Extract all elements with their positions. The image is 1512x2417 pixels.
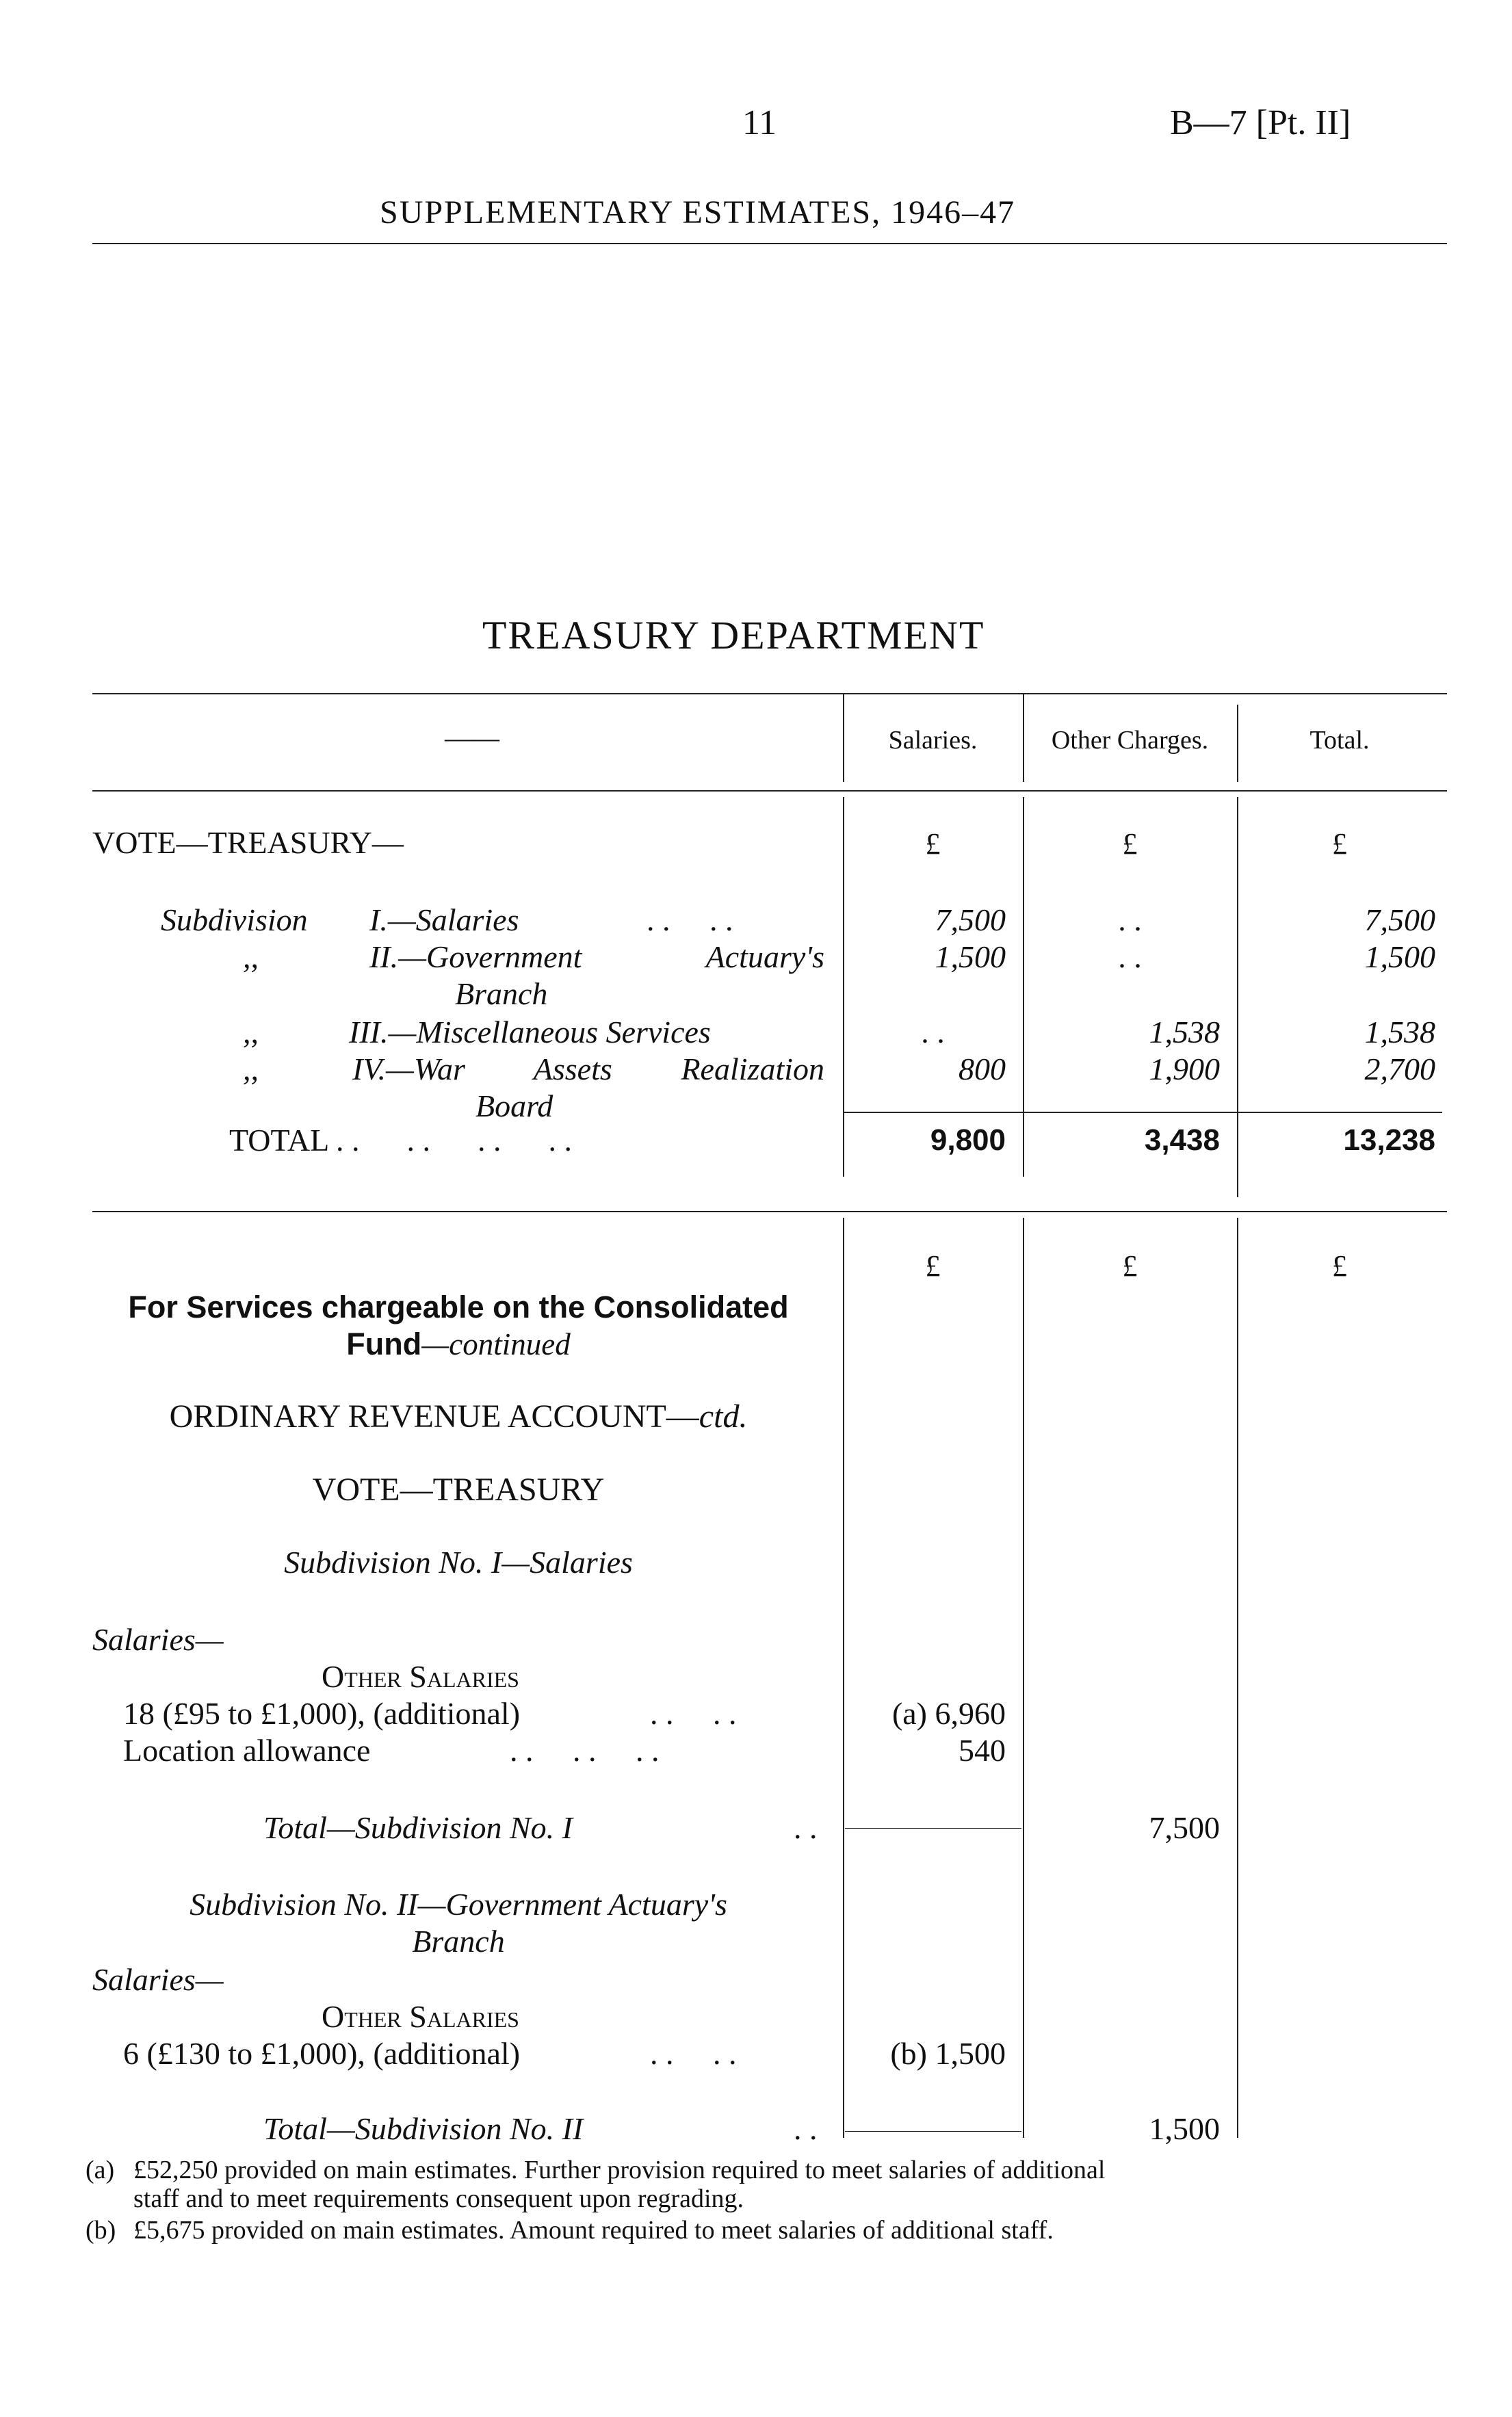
item-label: 6 (£130 to £1,000), (additional) xyxy=(123,2036,521,2071)
section-heading-continued xyxy=(92,1327,824,1362)
row-total: 1,538 xyxy=(1364,1015,1435,1049)
row-other: . . xyxy=(1118,902,1142,937)
table-top-rule xyxy=(92,693,1447,694)
subdivision-1-total: 7,500 xyxy=(1149,1810,1220,1845)
salaries-label: Salaries— xyxy=(92,1622,224,1657)
subtotal-rule xyxy=(845,2131,1021,2132)
total-grand: 13,238 xyxy=(1343,1123,1435,1157)
footnote-mark: (a) xyxy=(86,2156,115,2184)
row-salaries: 800 xyxy=(959,1051,1006,1086)
item-amount: 540 xyxy=(959,1733,1006,1768)
row-prefix: Subdivision xyxy=(161,902,308,937)
leader-dots: . . . . xyxy=(647,902,733,937)
leader-dots: . . xyxy=(794,1810,818,1845)
row-total: 2,700 xyxy=(1364,1051,1435,1086)
subtotal-rule xyxy=(845,1828,1021,1829)
header-rule xyxy=(92,243,1447,244)
detail-top-rule xyxy=(92,1211,1447,1212)
currency-symbol: £ xyxy=(1122,827,1138,861)
leader-dots: . . . . xyxy=(650,1696,737,1731)
row-total: 7,500 xyxy=(1364,902,1435,937)
subdivision-1-total-label: Total—Subdivision No. I xyxy=(263,1810,573,1845)
item-label: Location allowance xyxy=(123,1733,371,1768)
department-title: TREASURY DEPARTMENT xyxy=(482,613,985,657)
item-label: 18 (£95 to £1,000), (additional) xyxy=(123,1696,521,1731)
col-header-desc: —— xyxy=(445,722,499,753)
col-divider xyxy=(843,1218,844,2138)
leader-dots: . . . . . . xyxy=(510,1733,660,1768)
total-other: 3,438 xyxy=(1144,1123,1220,1157)
row-label-continued: Board xyxy=(475,1088,553,1123)
other-salaries-heading: Other Salaries xyxy=(322,1999,519,2034)
item-amount: (a) 6,960 xyxy=(891,1696,1006,1731)
col-header-total: Total. xyxy=(1309,726,1370,755)
row-label: I.—Salaries xyxy=(369,902,519,937)
total-salaries: 9,800 xyxy=(930,1123,1006,1157)
row-prefix: ,, xyxy=(243,1051,259,1086)
row-label: II.—Government Actuary's xyxy=(369,939,824,974)
col-header-other-charges: Other Charges. xyxy=(1051,726,1209,755)
footnote-mark: (b) xyxy=(86,2216,116,2245)
leader-dots: . . . . xyxy=(650,2036,737,2071)
vote-label: VOTE—TREASURY— xyxy=(92,825,404,860)
row-prefix: ,, xyxy=(243,939,259,974)
leader-dots: . . xyxy=(794,2111,818,2146)
row-label: III.—Miscellaneous Services xyxy=(349,1015,711,1049)
subdivision-1-title: Subdivision No. I—Salaries xyxy=(284,1545,633,1580)
footnote-text: £52,250 provided on main estimates. Further provision required to meet salaries of additional xyxy=(133,2156,1106,2184)
salaries-label: Salaries— xyxy=(92,1962,224,1997)
footnote-text: £5,675 provided on main estimates. Amount required to meet salaries of additional staff. xyxy=(133,2216,1054,2245)
currency-symbol: £ xyxy=(1332,827,1347,861)
section-heading xyxy=(92,1290,824,1325)
table-header-rule xyxy=(92,790,1447,792)
currency-symbol: £ xyxy=(1122,1249,1138,1283)
row-salaries: 7,500 xyxy=(935,902,1006,937)
row-label: IV.—War Assets Realization xyxy=(352,1051,824,1086)
vote-heading: VOTE—TREASURY xyxy=(312,1472,605,1508)
footnote-text-continued: staff and to meet requirements consequent upon regrading. xyxy=(133,2184,744,2213)
section-heading-bold: For Services chargeable on the Consolidated xyxy=(128,1290,789,1324)
page-number: 11 xyxy=(742,103,777,142)
row-salaries: 1,500 xyxy=(935,939,1006,974)
currency-symbol: £ xyxy=(925,1249,941,1283)
currency-symbol: £ xyxy=(925,827,941,861)
row-other: 1,900 xyxy=(1149,1051,1220,1086)
section-heading-fund: Fund xyxy=(346,1327,422,1361)
col-header-salaries: Salaries. xyxy=(888,726,978,755)
col-divider xyxy=(1023,1218,1024,2138)
row-other: 1,538 xyxy=(1149,1015,1220,1049)
account-name: ORDINARY REVENUE ACCOUNT— xyxy=(169,1398,699,1435)
subdivision-2-title: Subdivision No. II—Government Actuary's xyxy=(190,1887,727,1922)
other-salaries-heading: Other Salaries xyxy=(322,1659,519,1694)
subdivision-2-title-continued: Branch xyxy=(412,1924,505,1959)
total-label: TOTAL . . . . . . . . xyxy=(229,1123,573,1158)
subdivision-2-total-label: Total—Subdivision No. II xyxy=(263,2111,584,2146)
total-rule xyxy=(843,1112,1442,1113)
row-total: 1,500 xyxy=(1364,939,1435,974)
running-title: SUPPLEMENTARY ESTIMATES, 1946–47 xyxy=(380,194,1016,231)
account-heading xyxy=(92,1398,824,1435)
row-prefix: ,, xyxy=(243,1015,259,1049)
currency-symbol: £ xyxy=(1332,1249,1347,1283)
col-divider xyxy=(1237,1218,1238,2138)
row-other: . . xyxy=(1118,939,1142,974)
row-label-continued: Branch xyxy=(455,976,548,1011)
section-reference: B—7 [Pt. II] xyxy=(1170,103,1351,142)
row-salaries: . . xyxy=(921,1015,945,1049)
account-ctd: ctd. xyxy=(699,1398,748,1435)
item-amount: (b) 1,500 xyxy=(890,2036,1006,2071)
subdivision-2-total: 1,500 xyxy=(1149,2111,1220,2146)
section-heading-continued-text: —continued xyxy=(421,1327,571,1361)
